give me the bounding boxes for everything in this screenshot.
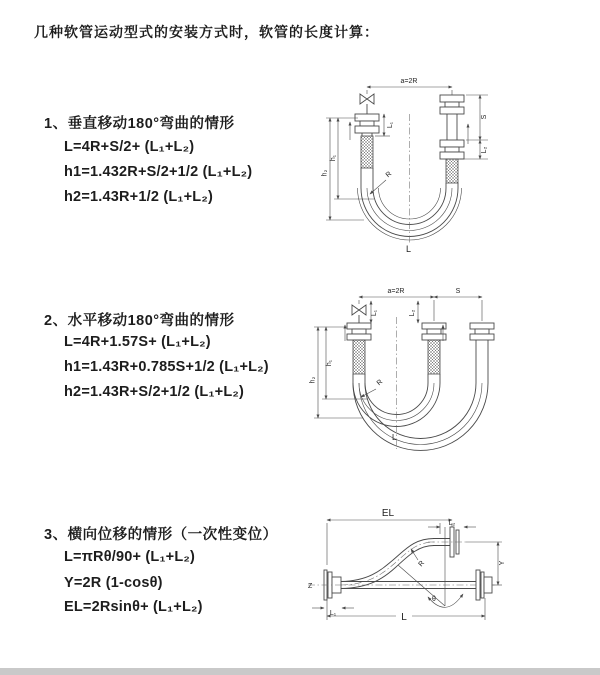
section-3-formula-Y: Y=2R (1-cosθ) (64, 575, 163, 591)
radius-label: R (375, 378, 385, 388)
diagram-lateral-displacement (300, 503, 598, 653)
dim-label-h1: h₁ (326, 359, 333, 367)
dim-label-el: EL (381, 508, 395, 519)
dim-label-l1: L₁ (329, 610, 337, 617)
dim-label-l1: L₁ (387, 121, 394, 129)
dim-label-l2: L₂ (448, 520, 456, 527)
section-2-formula-h2: h2=1.43R+S/2+1/2 (L₁+L₂) (64, 384, 245, 400)
diagram-horizontal-180-bend (308, 283, 568, 455)
section-3-formula-EL: EL=2Rsinθ+ (L₁+L₂) (64, 599, 203, 615)
diagram-vertical-180-bend (312, 70, 567, 255)
axis-label-z: Z (308, 583, 313, 590)
section-2-formula-L: L=4R+1.57S+ (L₁+L₂) (64, 334, 211, 350)
braided-hose-middle (428, 340, 440, 374)
radius-label: R (384, 170, 394, 180)
dim-label-s: S (481, 114, 488, 120)
dim-label-l1: L₁ (371, 309, 378, 317)
braided-hose-left (353, 340, 365, 374)
angle-label-theta: θ (432, 596, 436, 603)
radius-label: R (417, 559, 427, 569)
dim-label-length: L (392, 433, 397, 442)
valve-icon (360, 94, 374, 114)
dim-label-l2: L₂ (409, 309, 416, 317)
dim-label-h2: h₂ (321, 169, 329, 177)
section-1-formula-h2: h2=1.43R+1/2 (L₁+L₂) (64, 189, 214, 205)
section-1-heading: 1、垂直移动180°弯曲的情形 (44, 116, 235, 132)
section-3-heading: 3、横向位移的情形（一次性变位） (44, 527, 278, 543)
dim-label-h2: h₂ (309, 376, 317, 384)
dim-label-h1: h₁ (330, 154, 337, 162)
valve-icon (352, 305, 366, 323)
section-1-formula-h1: h1=1.432R+S/2+1/2 (L₁+L₂) (64, 164, 253, 180)
dim-label-s: S (455, 288, 461, 295)
section-1-formula-L: L=4R+S/2+ (L₁+L₂) (64, 139, 195, 155)
section-2-heading: 2、水平移动180°弯曲的情形 (44, 313, 235, 329)
page-edge-shadow (0, 668, 600, 675)
page-title: 几种软管运动型式的安装方式时，软管的长度计算： (34, 24, 379, 40)
braided-hose-right (446, 159, 458, 183)
dim-label-length: L (406, 244, 412, 254)
dim-label-length: L (401, 612, 407, 623)
dim-label-l2: L₂ (481, 146, 488, 154)
section-3-formula-L: L=πRθ/90+ (L₁+L₂) (64, 549, 196, 565)
section-2-formula-h1: h1=1.43R+0.785S+1/2 (L₁+L₂) (64, 359, 269, 375)
dim-label-a2r: a=2R (387, 288, 405, 295)
braided-hose-left (361, 136, 373, 168)
dim-label-a2r: a=2R (400, 78, 418, 85)
dim-label-y: Y (499, 560, 506, 566)
